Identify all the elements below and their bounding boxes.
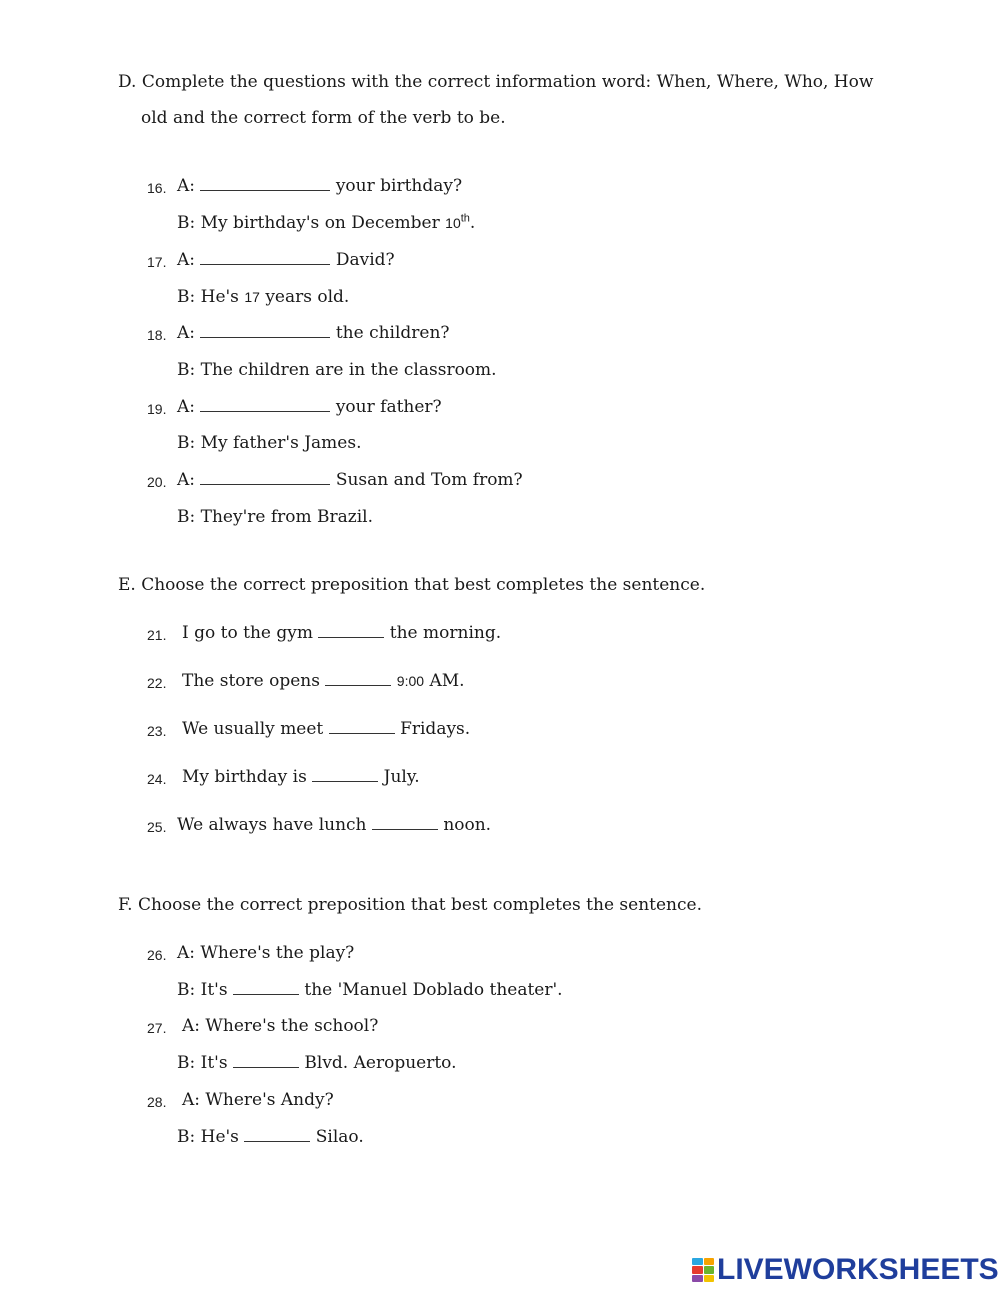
- answer-b-post: the 'Manuel Doblado theater'.: [304, 980, 563, 1000]
- sentence-pre: I go to the gym: [182, 623, 313, 643]
- sentence-pre: We usually meet: [182, 719, 324, 739]
- question-a-line: [177, 397, 442, 417]
- section-e-instruction: E. Choose the correct preposition that best completes the sentence.: [118, 575, 706, 595]
- question-a-text: A: Where's the play?: [177, 943, 355, 963]
- ordinal-suffix: th: [460, 212, 470, 225]
- speaker-a-label: A:: [177, 323, 196, 343]
- section-d-instruction-line1: D. Complete the questions with the correct information word: When, Where, Who, How: [118, 72, 874, 92]
- speaker-a-label: A:: [177, 176, 196, 196]
- item-number: 18.: [147, 327, 167, 343]
- logo-square: [704, 1275, 715, 1282]
- answer-b-post: years old.: [265, 287, 350, 307]
- answer-blank[interactable]: [329, 719, 395, 734]
- liveworksheets-logo-text: LIVEWORKSHEETS: [717, 1253, 999, 1286]
- answer-b-pre: B: He's: [177, 287, 239, 307]
- answer-blank[interactable]: [325, 671, 391, 686]
- answer-b-line: [177, 213, 475, 233]
- answer-b-pre: B: It's: [177, 1053, 228, 1073]
- time-value: 9:00: [396, 673, 425, 689]
- answer-blank[interactable]: [200, 323, 330, 338]
- answer-blank[interactable]: [372, 815, 438, 830]
- speaker-a-label: A:: [177, 470, 196, 490]
- answer-b-pre: B: He's: [177, 1127, 239, 1147]
- item-number: 28.: [147, 1094, 167, 1110]
- sentence-line: [182, 671, 465, 691]
- sentence-post: noon.: [443, 815, 492, 835]
- sentence-post: the morning.: [389, 623, 502, 643]
- logo-square: [704, 1258, 715, 1265]
- answer-blank[interactable]: [200, 470, 330, 485]
- sentence-line: [182, 767, 420, 787]
- item-number: 23.: [147, 723, 167, 739]
- question-a-line: [177, 323, 450, 343]
- answer-b-end: .: [469, 213, 476, 233]
- question-a-text: your birthday?: [335, 176, 463, 196]
- answer-blank[interactable]: [318, 623, 384, 638]
- item-number: 24.: [147, 771, 167, 787]
- answer-blank[interactable]: [200, 250, 330, 265]
- date-number: 10: [445, 215, 461, 231]
- sentence-post: Fridays.: [400, 719, 471, 739]
- question-a-text: your father?: [335, 397, 442, 417]
- speaker-a-label: A:: [177, 397, 196, 417]
- answer-b-text: B: My father's James.: [177, 433, 362, 453]
- answer-b-text: B: The children are in the classroom.: [177, 360, 497, 380]
- liveworksheets-logo[interactable]: [692, 1255, 999, 1285]
- answer-b-post: Silao.: [315, 1127, 364, 1147]
- item-number: 25.: [147, 819, 167, 835]
- question-a-line: [177, 250, 395, 270]
- sentence-post: AM.: [429, 671, 465, 691]
- answer-blank[interactable]: [233, 980, 299, 995]
- answer-b-text: B: They're from Brazil.: [177, 507, 374, 527]
- question-a-text: David?: [335, 250, 395, 270]
- item-number: 19.: [147, 401, 167, 417]
- item-number: 20.: [147, 474, 167, 490]
- item-number: 16.: [147, 180, 167, 196]
- section-f-instruction: F. Choose the correct preposition that best completes the sentence.: [118, 895, 702, 915]
- sentence-pre: We always have lunch: [177, 815, 367, 835]
- sentence-pre: The store opens: [182, 671, 320, 691]
- item-number: 22.: [147, 675, 167, 691]
- answer-b-line: [177, 980, 563, 1000]
- answer-b-text: B: My birthday's on December: [177, 213, 440, 233]
- sentence-line: [182, 719, 470, 739]
- liveworksheets-logo-icon: [692, 1258, 714, 1282]
- question-a-line: [177, 470, 523, 490]
- sentence-line: [182, 623, 501, 643]
- answer-blank[interactable]: [233, 1053, 299, 1068]
- answer-blank[interactable]: [244, 1127, 310, 1142]
- question-a-line: [177, 176, 462, 196]
- question-a-text: Susan and Tom from?: [335, 470, 523, 490]
- item-number: 17.: [147, 254, 167, 270]
- answer-blank[interactable]: [200, 397, 330, 412]
- item-number: 26.: [147, 947, 167, 963]
- logo-square: [692, 1258, 703, 1265]
- sentence-pre: My birthday is: [182, 767, 307, 787]
- item-number: 21.: [147, 627, 167, 643]
- question-a-text: A: Where's Andy?: [182, 1090, 334, 1110]
- logo-square: [704, 1266, 715, 1273]
- answer-blank[interactable]: [200, 176, 330, 191]
- answer-b-post: Blvd. Aeropuerto.: [304, 1053, 457, 1073]
- answer-b-line: [177, 287, 349, 307]
- age-number: 17: [244, 289, 260, 305]
- section-d-instruction-line2: old and the correct form of the verb to be.: [141, 108, 506, 128]
- logo-square: [692, 1275, 703, 1282]
- item-number: 27.: [147, 1020, 167, 1036]
- answer-b-pre: B: It's: [177, 980, 228, 1000]
- answer-b-line: [177, 1127, 364, 1147]
- sentence-post: July.: [383, 767, 420, 787]
- question-a-text: the children?: [335, 323, 450, 343]
- answer-blank[interactable]: [312, 767, 378, 782]
- logo-square: [692, 1266, 703, 1273]
- question-a-text: A: Where's the school?: [182, 1016, 379, 1036]
- speaker-a-label: A:: [177, 250, 196, 270]
- sentence-line: [177, 815, 491, 835]
- answer-b-line: [177, 1053, 457, 1073]
